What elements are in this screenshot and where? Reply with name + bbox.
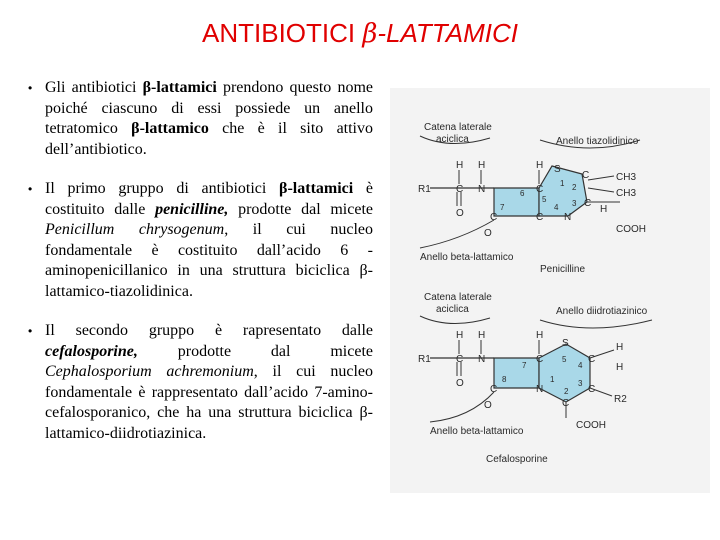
bullet-text: è costituito dalle [45,180,373,218]
bullet-text: prodotte dal micete [228,200,373,218]
ring-number: 7 [522,361,527,370]
ring-number: 2 [564,387,569,396]
structures-svg [390,88,710,493]
title-beta: β [362,19,378,49]
bullet-text: , il cui nucleo fondamentale è rappresentato dall’acido 7-amino-cefalosporanico, che ha una struttura biciclica β-lattamico-diidrotiazinica. [45,363,373,442]
ring-number: 5 [542,195,547,204]
atom: C [456,354,464,365]
ring-label: Anello tiazolidinico [556,136,639,147]
bullet-dot: • [28,324,33,338]
bullet-item [28,78,373,160]
atom: CH3 [616,172,637,183]
atom: O [484,400,492,411]
atom: H [536,160,544,171]
atom: C [456,184,464,195]
title-suffix: -LATTAMICI [377,18,518,48]
bullet-text: che è il sito attivo dell’antibiotico. [45,120,374,158]
lactam-label: Anello beta-lattamico [420,252,514,263]
bullet-dot: • [28,81,33,95]
atom: C [536,212,544,223]
atom: R1 [418,354,431,365]
bullet-text: , il cui nucleo fondamentale è costituito dall’acido 6 -aminopenicillanico in una struttura biciclica β-lattamico-tiazolidinica. [45,221,373,300]
atom: H [456,160,464,171]
atom: C [588,384,596,395]
atom: N [478,354,486,365]
ring-number: 1 [560,179,565,188]
ring-number: 3 [572,199,577,208]
bullet-item [28,179,373,302]
bullet-bold-term: penicilline, [155,200,229,218]
side-chain-label: aciclica [436,134,469,145]
atom: O [484,228,492,239]
atom: H [478,160,486,171]
atom: H [536,330,544,341]
bullet-text: Il primo gruppo di antibiotici [45,180,280,197]
side-chain-label: Catena laterale [424,122,492,133]
atom: H [478,330,486,341]
ring-number: 5 [562,355,567,364]
lactam-label: Anello beta-lattamico [430,426,524,437]
atom: S [554,164,561,175]
bullet-text: Gli antibiotici [45,79,143,96]
bullet-item [28,321,373,444]
atom: C [536,184,544,195]
slide-title [0,18,720,49]
atom: C [582,170,590,181]
atom: H [616,362,624,373]
bullet-bold-term: β-lattamici [279,180,354,197]
bullet-dot: • [28,182,33,196]
atom: COOH [616,224,646,235]
atom: N [536,384,544,395]
atom: H [456,330,464,341]
bullet-text: Il secondo gruppo è rapresentato dalle [45,322,373,339]
atom: H [616,342,624,353]
atom: R2 [614,394,627,405]
ring-number: 7 [500,203,505,212]
bullet-list [28,78,373,444]
atom: N [564,212,572,223]
ring-number: 2 [572,183,577,192]
ring-number: 8 [502,375,507,384]
atom: C [490,212,498,223]
atom: C [490,384,498,395]
atom: C [588,354,596,365]
ring-number: 1 [550,375,555,384]
ring-number: 4 [554,203,559,212]
beta-lactam-ring [494,358,539,388]
atom: S [562,338,569,349]
atom: R1 [418,184,431,195]
ring-number: 3 [578,379,583,388]
atom: O [456,378,464,389]
bullet-text: prodotte dal micete [137,342,373,360]
side-chain-label: Catena laterale [424,292,492,303]
structure-name: Cefalosporine [486,454,548,465]
structures-figure [390,88,710,493]
bullet-bold-term: β-lattamico [131,120,209,137]
atom: C [584,198,592,209]
side-chain-label: aciclica [436,304,469,315]
atom: C [536,354,544,365]
atom: O [456,208,464,219]
bullet-italic-term: Penicillum chrysogenum [45,221,225,238]
atom: N [478,184,486,195]
ring-number: 4 [578,361,583,370]
ring-number: 6 [520,189,525,198]
atom: COOH [576,420,606,431]
bullet-bold-term: cefalosporine, [45,342,138,360]
ring-label: Anello diidrotiazinico [556,306,648,317]
bullet-text: prendono questo nome poiché ciascuno di essi possiede un anello tetratomico [45,79,374,137]
atom: CH3 [616,188,637,199]
atom: H [600,204,608,215]
atom: C [562,398,570,409]
structure-name: Penicilline [540,264,586,275]
bullet-italic-term: Cephalosporium achremonium [45,363,254,380]
title-prefix: ANTIBIOTICI [202,18,363,48]
bullet-bold-term: β-lattamici [142,79,217,96]
